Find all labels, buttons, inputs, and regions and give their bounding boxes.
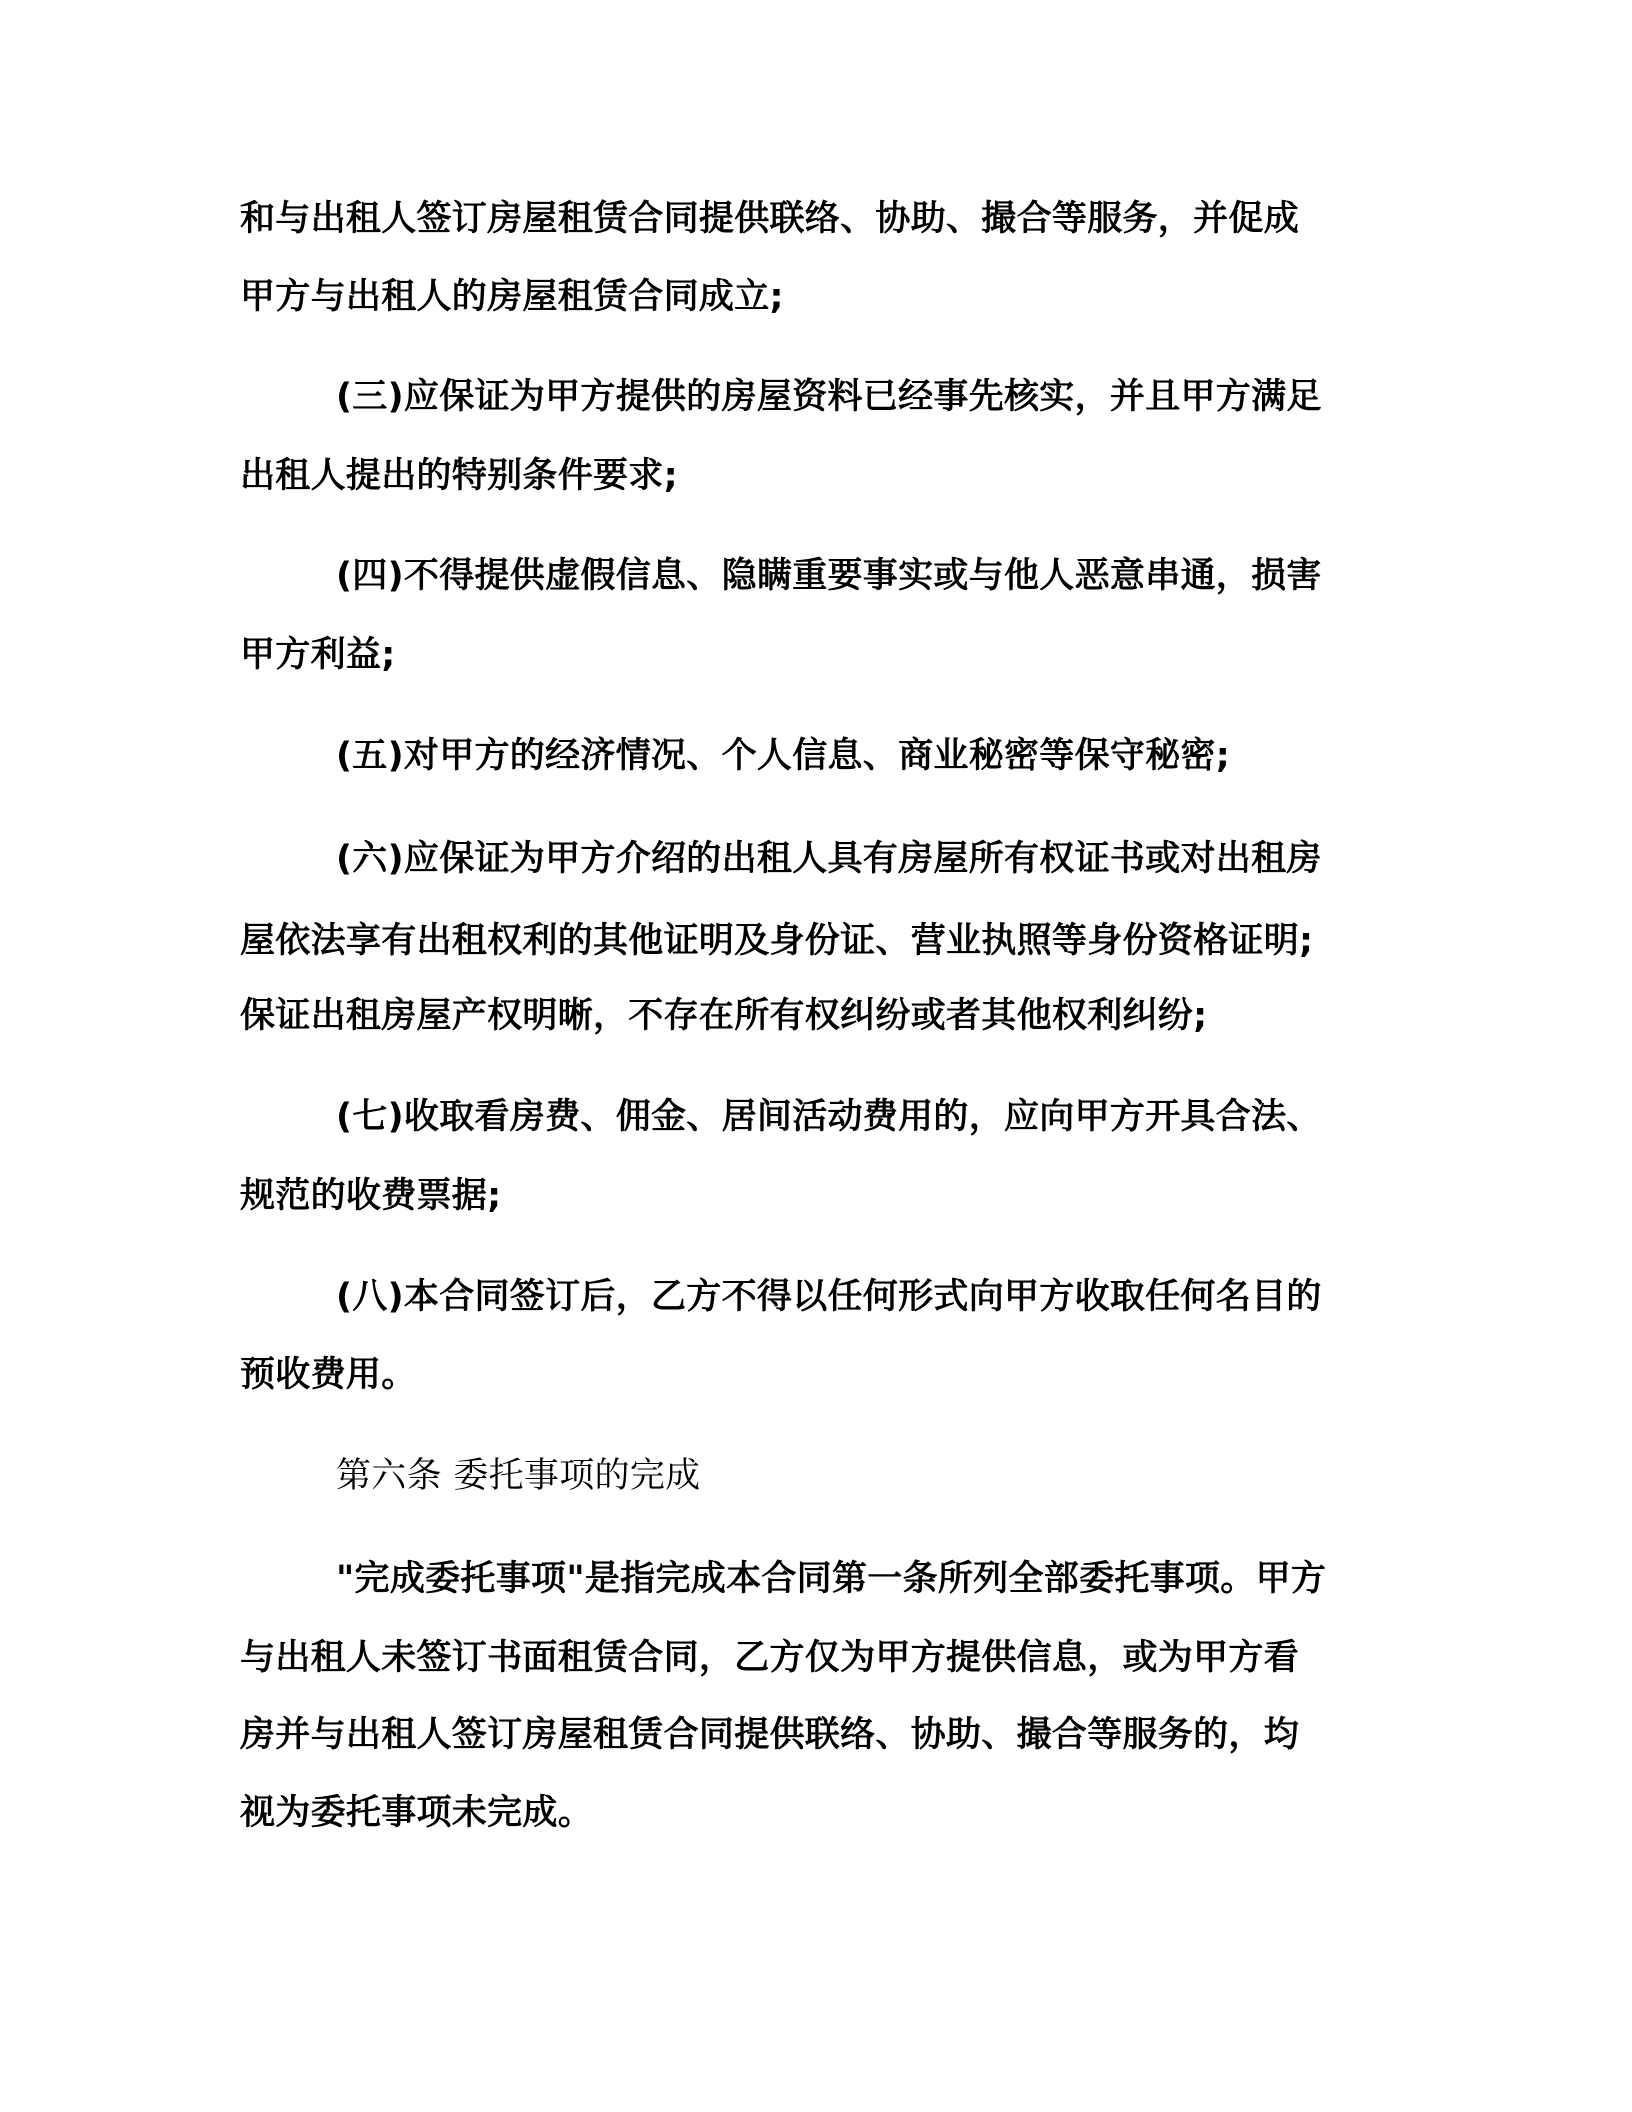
clause-item-8: (八)本合同签订后，乙方不得以任何形式向甲方收取任何名目的: [336, 1277, 1322, 1317]
clause-item-5: (五)对甲方的经济情况、个人信息、商业秘密等保守秘密;: [336, 736, 1231, 776]
text-line: "完成委托事项"是指完成本合同第一条所列全部委托事项。甲方: [336, 1559, 1327, 1599]
text-line: 甲方利益;: [240, 635, 396, 675]
text-line: 预收费用。: [240, 1355, 417, 1395]
text-line: 视为委托事项未完成。: [240, 1793, 594, 1833]
text-line: 和与出租人签订房屋租赁合同提供联络、协助、撮合等服务，并促成: [240, 199, 1300, 239]
text-line: 屋依法享有出租权利的其他证明及身份证、营业执照等身份资格证明;: [240, 921, 1314, 961]
text-line: 出租人提出的特别条件要求;: [240, 456, 678, 496]
clause-item-3: (三)应保证为甲方提供的房屋资料已经事先核实，并且甲方满足: [336, 377, 1322, 417]
article-heading: 第六条 委托事项的完成: [336, 1456, 701, 1496]
text-line: 房并与出租人签订房屋租赁合同提供联络、协助、撮合等服务的，均: [240, 1715, 1300, 1755]
text-line: 与出租人未签订书面租赁合同，乙方仅为甲方提供信息，或为甲方看: [240, 1638, 1300, 1678]
clause-item-7: (七)收取看房费、佣金、居间活动费用的，应向甲方开具合法、: [336, 1097, 1322, 1137]
clause-item-4: (四)不得提供虚假信息、隐瞒重要事实或与他人恶意串通，损害: [336, 556, 1322, 596]
text-line: 保证出租房屋产权明晰，不存在所有权纠纷或者其他权利纠纷;: [240, 996, 1208, 1036]
text-line: 甲方与出租人的房屋租赁合同成立;: [240, 277, 784, 317]
text-line: 规范的收费票据;: [240, 1176, 502, 1216]
clause-item-6: (六)应保证为甲方介绍的出租人具有房屋所有权证书或对出租房: [336, 839, 1322, 879]
